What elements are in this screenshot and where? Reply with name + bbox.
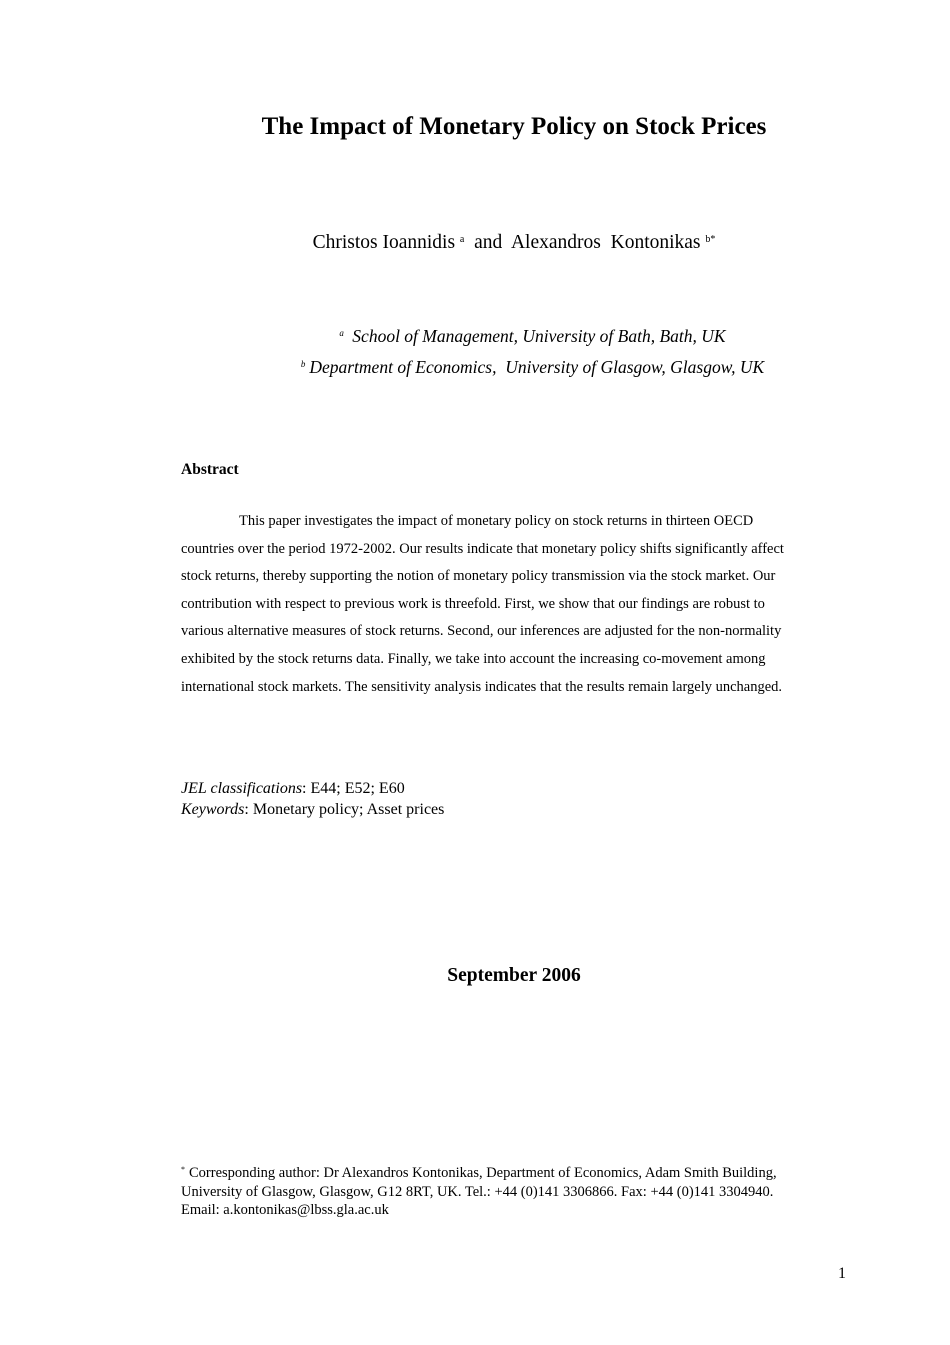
abstract-line: This paper investigates the impact of monetary policy on stock returns in thirteen OECD xyxy=(239,513,754,529)
affiliation-text: School of Management, University of Bath, Bath, UK xyxy=(352,326,726,346)
affiliation-mark: b* xyxy=(705,234,716,245)
footnote-line: University of Glasgow, Glasgow, G12 8RT, UK. Tel.: +44 (0)141 3306866. Fax: +44 (0)141 3304940. xyxy=(181,1183,774,1200)
abstract-body xyxy=(181,508,851,701)
affiliation-mark: b xyxy=(300,359,306,369)
abstract-heading: Abstract xyxy=(181,461,239,478)
abstract-line: contribution with respect to previous work is threefold. First, we show that our findings are robust to xyxy=(181,595,765,612)
keywords-value: : Monetary policy; Asset prices xyxy=(244,801,445,818)
footnote-text: Corresponding author: Dr Alexandros Kontonikas, Department of Economics, Adam Smith Building, xyxy=(189,1165,777,1181)
abstract-line: countries over the period 1972-2002. Our results indicate that monetary policy shifts significantly affect xyxy=(181,540,784,557)
jel-classifications xyxy=(181,780,405,798)
author-connector: and xyxy=(474,232,503,253)
author-name: Alexandros Kontonikas xyxy=(510,232,701,253)
author-name: Christos Ioannidis xyxy=(312,232,456,253)
footnote-line xyxy=(181,1161,861,1183)
abstract-line: international stock markets. The sensitivity analysis indicates that the results remain largely unchanged. xyxy=(181,678,783,695)
keywords-label: Keywords xyxy=(181,801,245,818)
abstract-line: stock returns, thereby supporting the notion of monetary policy transmission via the stock market. Our xyxy=(181,568,776,585)
affiliation-mark: a xyxy=(459,234,465,245)
affiliation-b xyxy=(0,357,950,378)
publication-date: September 2006 xyxy=(447,965,581,986)
jel-label: JEL classifications xyxy=(181,780,303,797)
abstract-line: exhibited by the stock returns data. Finally, we take into account the increasing co-movement among xyxy=(181,650,766,667)
affiliation-text: Department of Economics, University of Glasgow, Glasgow, UK xyxy=(309,357,765,377)
paper-title: The Impact of Monetary Policy on Stock Prices xyxy=(261,113,767,140)
abstract-line: various alternative measures of stock returns. Second, our inferences are adjusted for the non-normality xyxy=(181,623,782,640)
affiliation-mark: a xyxy=(339,328,344,338)
page-number: 1 xyxy=(838,1265,846,1282)
author-line xyxy=(0,232,950,254)
corresponding-author-footnote xyxy=(181,1161,861,1220)
jel-value: : E44; E52; E60 xyxy=(302,780,405,797)
keywords xyxy=(181,801,444,819)
affiliation-a xyxy=(0,326,950,347)
footnote-mark: * xyxy=(181,1165,185,1174)
footnote-line: Email: a.kontonikas@lbss.gla.ac.uk xyxy=(181,1202,389,1218)
